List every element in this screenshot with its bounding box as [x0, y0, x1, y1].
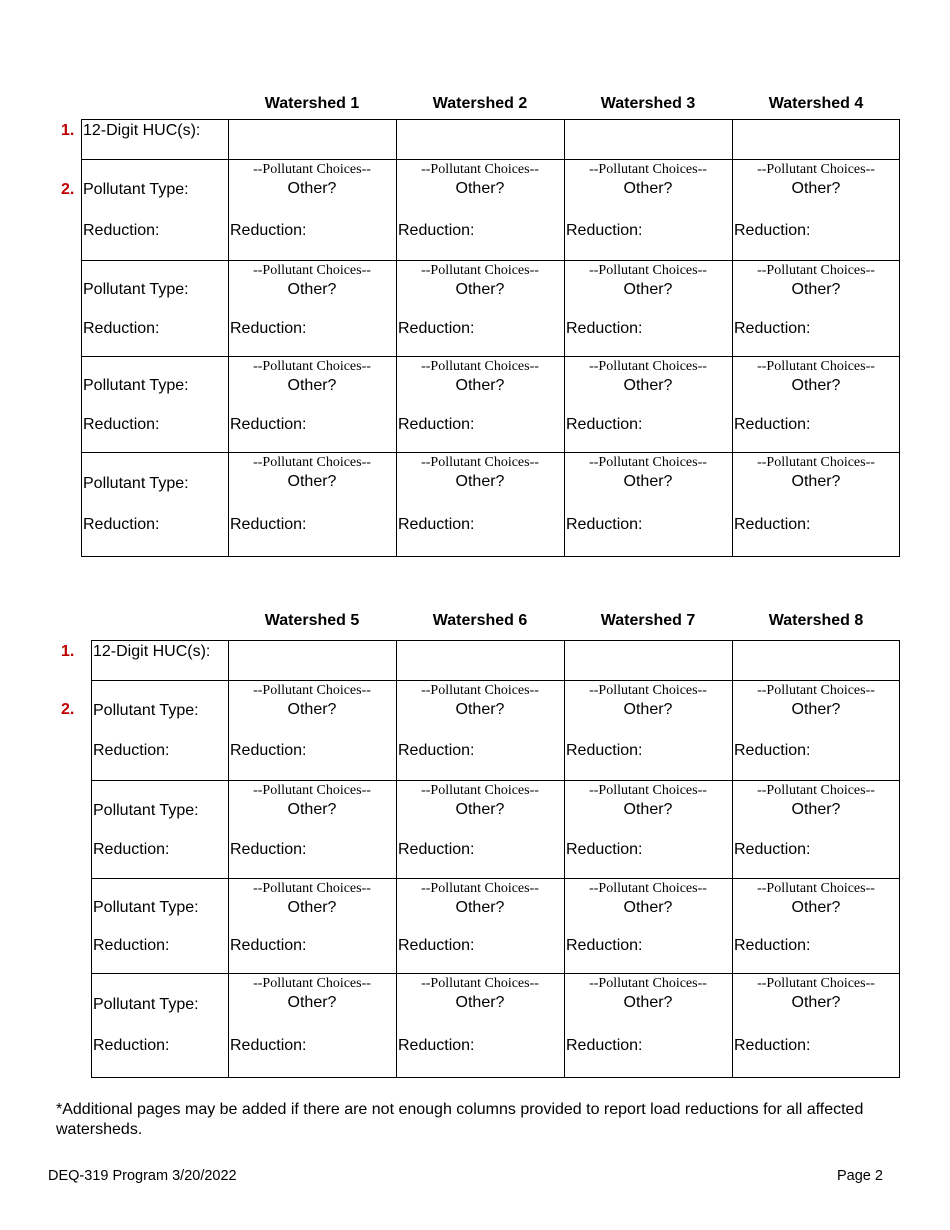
watershed-header: Watershed 7 — [600, 612, 696, 629]
other-pollutant-field[interactable]: Other? — [791, 994, 841, 1011]
huc-input[interactable] — [397, 641, 563, 679]
reduction-input-label[interactable]: Reduction: — [398, 320, 475, 337]
pollutant-choices-dropdown[interactable]: --Pollutant Choices-- — [253, 359, 371, 374]
reduction-input-label[interactable]: Reduction: — [566, 222, 643, 239]
other-pollutant-field[interactable]: Other? — [623, 899, 673, 916]
reduction-input-label[interactable]: Reduction: — [734, 320, 811, 337]
reduction-label: Reduction: — [83, 320, 160, 337]
pollutant-choices-dropdown[interactable]: --Pollutant Choices-- — [757, 881, 875, 896]
row-divider — [91, 780, 900, 781]
row-divider — [81, 452, 900, 453]
other-pollutant-field[interactable]: Other? — [287, 801, 337, 818]
reduction-input-label[interactable]: Reduction: — [230, 416, 307, 433]
reduction-input-label[interactable]: Reduction: — [230, 516, 307, 533]
reduction-input-label[interactable]: Reduction: — [566, 320, 643, 337]
row-marker: 1. — [61, 643, 75, 660]
reduction-input-label[interactable]: Reduction: — [734, 516, 811, 533]
huc-input[interactable] — [397, 120, 563, 158]
other-pollutant-field[interactable]: Other? — [791, 377, 841, 394]
other-pollutant-field[interactable]: Other? — [623, 994, 673, 1011]
row-divider — [81, 159, 900, 160]
pollutant-choices-dropdown[interactable]: --Pollutant Choices-- — [757, 783, 875, 798]
reduction-label: Reduction: — [83, 416, 160, 433]
other-pollutant-field[interactable]: Other? — [287, 701, 337, 718]
other-pollutant-field[interactable]: Other? — [455, 180, 505, 197]
reduction-input-label[interactable]: Reduction: — [398, 1037, 475, 1054]
reduction-input-label[interactable]: Reduction: — [230, 1037, 307, 1054]
reduction-input-label[interactable]: Reduction: — [734, 222, 811, 239]
pollutant-type-label: Pollutant Type: — [93, 899, 199, 916]
other-pollutant-field[interactable]: Other? — [287, 899, 337, 916]
other-pollutant-field[interactable]: Other? — [623, 801, 673, 818]
other-pollutant-field[interactable]: Other? — [455, 377, 505, 394]
row-divider — [81, 356, 900, 357]
pollutant-choices-dropdown[interactable]: --Pollutant Choices-- — [589, 881, 707, 896]
other-pollutant-field[interactable]: Other? — [287, 180, 337, 197]
huc-label: 12-Digit HUC(s): — [93, 643, 211, 660]
pollutant-choices-dropdown[interactable]: --Pollutant Choices-- — [253, 455, 371, 470]
other-pollutant-field[interactable]: Other? — [287, 281, 337, 298]
pollutant-choices-dropdown[interactable]: --Pollutant Choices-- — [589, 455, 707, 470]
huc-input[interactable] — [733, 120, 899, 158]
pollutant-choices-dropdown[interactable]: --Pollutant Choices-- — [589, 263, 707, 278]
huc-input[interactable] — [733, 641, 899, 679]
pollutant-choices-dropdown[interactable]: --Pollutant Choices-- — [757, 263, 875, 278]
pollutant-type-label: Pollutant Type: — [83, 475, 189, 492]
row-marker: 2. — [61, 701, 75, 718]
reduction-input-label[interactable]: Reduction: — [734, 742, 811, 759]
reduction-input-label[interactable]: Reduction: — [230, 742, 307, 759]
other-pollutant-field[interactable]: Other? — [623, 281, 673, 298]
reduction-input-label[interactable]: Reduction: — [566, 1037, 643, 1054]
reduction-label: Reduction: — [93, 742, 170, 759]
reduction-input-label[interactable]: Reduction: — [398, 937, 475, 954]
watershed-header: Watershed 3 — [600, 95, 696, 112]
other-pollutant-field[interactable]: Other? — [791, 180, 841, 197]
reduction-input-label[interactable]: Reduction: — [734, 1037, 811, 1054]
pollutant-choices-dropdown[interactable]: --Pollutant Choices-- — [421, 783, 539, 798]
reduction-input-label[interactable]: Reduction: — [566, 841, 643, 858]
other-pollutant-field[interactable]: Other? — [455, 473, 505, 490]
pollutant-choices-dropdown[interactable]: --Pollutant Choices-- — [421, 683, 539, 698]
reduction-input-label[interactable]: Reduction: — [230, 841, 307, 858]
pollutant-choices-dropdown[interactable]: --Pollutant Choices-- — [757, 162, 875, 177]
reduction-input-label[interactable]: Reduction: — [230, 320, 307, 337]
pollutant-choices-dropdown[interactable]: --Pollutant Choices-- — [253, 783, 371, 798]
reduction-input-label[interactable]: Reduction: — [734, 841, 811, 858]
row-marker: 1. — [61, 122, 75, 139]
row-divider — [91, 878, 900, 879]
reduction-label: Reduction: — [93, 1037, 170, 1054]
pollutant-type-label: Pollutant Type: — [83, 281, 189, 298]
reduction-input-label[interactable]: Reduction: — [734, 937, 811, 954]
reduction-input-label[interactable]: Reduction: — [398, 841, 475, 858]
pollutant-choices-dropdown[interactable]: --Pollutant Choices-- — [421, 455, 539, 470]
pollutant-choices-dropdown[interactable]: --Pollutant Choices-- — [757, 683, 875, 698]
other-pollutant-field[interactable]: Other? — [791, 801, 841, 818]
pollutant-choices-dropdown[interactable]: --Pollutant Choices-- — [589, 162, 707, 177]
pollutant-choices-dropdown[interactable]: --Pollutant Choices-- — [253, 881, 371, 896]
reduction-label: Reduction: — [83, 222, 160, 239]
reduction-input-label[interactable]: Reduction: — [230, 222, 307, 239]
other-pollutant-field[interactable]: Other? — [623, 473, 673, 490]
pollutant-type-label: Pollutant Type: — [83, 181, 189, 198]
other-pollutant-field[interactable]: Other? — [623, 701, 673, 718]
other-pollutant-field[interactable]: Other? — [287, 994, 337, 1011]
other-pollutant-field[interactable]: Other? — [455, 801, 505, 818]
huc-label: 12-Digit HUC(s): — [83, 122, 201, 139]
other-pollutant-field[interactable]: Other? — [623, 377, 673, 394]
reduction-input-label[interactable]: Reduction: — [566, 937, 643, 954]
pollutant-choices-dropdown[interactable]: --Pollutant Choices-- — [421, 162, 539, 177]
pollutant-type-label: Pollutant Type: — [93, 996, 199, 1013]
pollutant-choices-dropdown[interactable]: --Pollutant Choices-- — [589, 683, 707, 698]
pollutant-choices-dropdown[interactable]: --Pollutant Choices-- — [253, 683, 371, 698]
pollutant-choices-dropdown[interactable]: --Pollutant Choices-- — [757, 976, 875, 991]
other-pollutant-field[interactable]: Other? — [791, 899, 841, 916]
pollutant-choices-dropdown[interactable]: --Pollutant Choices-- — [253, 162, 371, 177]
page-number: Page 2 — [837, 1168, 883, 1184]
watershed-header: Watershed 1 — [264, 95, 360, 112]
other-pollutant-field[interactable]: Other? — [791, 473, 841, 490]
row-divider — [91, 680, 900, 681]
other-pollutant-field[interactable]: Other? — [791, 701, 841, 718]
reduction-label: Reduction: — [93, 937, 170, 954]
pollutant-choices-dropdown[interactable]: --Pollutant Choices-- — [421, 976, 539, 991]
huc-input[interactable] — [229, 641, 395, 679]
row-divider — [91, 973, 900, 974]
form-id: DEQ-319 Program 3/20/2022 — [48, 1168, 237, 1184]
other-pollutant-field[interactable]: Other? — [455, 899, 505, 916]
watershed-header: Watershed 2 — [432, 95, 528, 112]
other-pollutant-field[interactable]: Other? — [455, 281, 505, 298]
row-marker: 2. — [61, 181, 75, 198]
pollutant-choices-dropdown[interactable]: --Pollutant Choices-- — [757, 455, 875, 470]
other-pollutant-field[interactable]: Other? — [455, 701, 505, 718]
pollutant-choices-dropdown[interactable]: --Pollutant Choices-- — [421, 263, 539, 278]
reduction-input-label[interactable]: Reduction: — [566, 742, 643, 759]
reduction-input-label[interactable]: Reduction: — [398, 516, 475, 533]
watershed-header: Watershed 6 — [432, 612, 528, 629]
reduction-input-label[interactable]: Reduction: — [398, 416, 475, 433]
pollutant-choices-dropdown[interactable]: --Pollutant Choices-- — [589, 783, 707, 798]
pollutant-type-label: Pollutant Type: — [93, 802, 199, 819]
huc-input[interactable] — [565, 641, 731, 679]
footnote: *Additional pages may be added if there are not enough columns provided to report load reductions for all affected watersheds. — [56, 1101, 864, 1138]
pollutant-choices-dropdown[interactable]: --Pollutant Choices-- — [421, 359, 539, 374]
reduction-input-label[interactable]: Reduction: — [566, 516, 643, 533]
pollutant-choices-dropdown[interactable]: --Pollutant Choices-- — [589, 359, 707, 374]
huc-input[interactable] — [565, 120, 731, 158]
pollutant-choices-dropdown[interactable]: --Pollutant Choices-- — [253, 263, 371, 278]
pollutant-type-label: Pollutant Type: — [93, 702, 199, 719]
pollutant-choices-dropdown[interactable]: --Pollutant Choices-- — [421, 881, 539, 896]
pollutant-choices-dropdown[interactable]: --Pollutant Choices-- — [757, 359, 875, 374]
pollutant-choices-dropdown[interactable]: --Pollutant Choices-- — [589, 976, 707, 991]
watershed-header: Watershed 5 — [264, 612, 360, 629]
reduction-label: Reduction: — [93, 841, 170, 858]
reduction-input-label[interactable]: Reduction: — [398, 222, 475, 239]
huc-input[interactable] — [229, 120, 395, 158]
other-pollutant-field[interactable]: Other? — [455, 994, 505, 1011]
reduction-label: Reduction: — [83, 516, 160, 533]
reduction-input-label[interactable]: Reduction: — [398, 742, 475, 759]
other-pollutant-field[interactable]: Other? — [287, 377, 337, 394]
watershed-header: Watershed 8 — [768, 612, 864, 629]
other-pollutant-field[interactable]: Other? — [791, 281, 841, 298]
other-pollutant-field[interactable]: Other? — [623, 180, 673, 197]
reduction-input-label[interactable]: Reduction: — [566, 416, 643, 433]
reduction-input-label[interactable]: Reduction: — [734, 416, 811, 433]
pollutant-choices-dropdown[interactable]: --Pollutant Choices-- — [253, 976, 371, 991]
row-divider — [81, 260, 900, 261]
pollutant-type-label: Pollutant Type: — [83, 377, 189, 394]
watershed-header: Watershed 4 — [768, 95, 864, 112]
other-pollutant-field[interactable]: Other? — [287, 473, 337, 490]
reduction-input-label[interactable]: Reduction: — [230, 937, 307, 954]
